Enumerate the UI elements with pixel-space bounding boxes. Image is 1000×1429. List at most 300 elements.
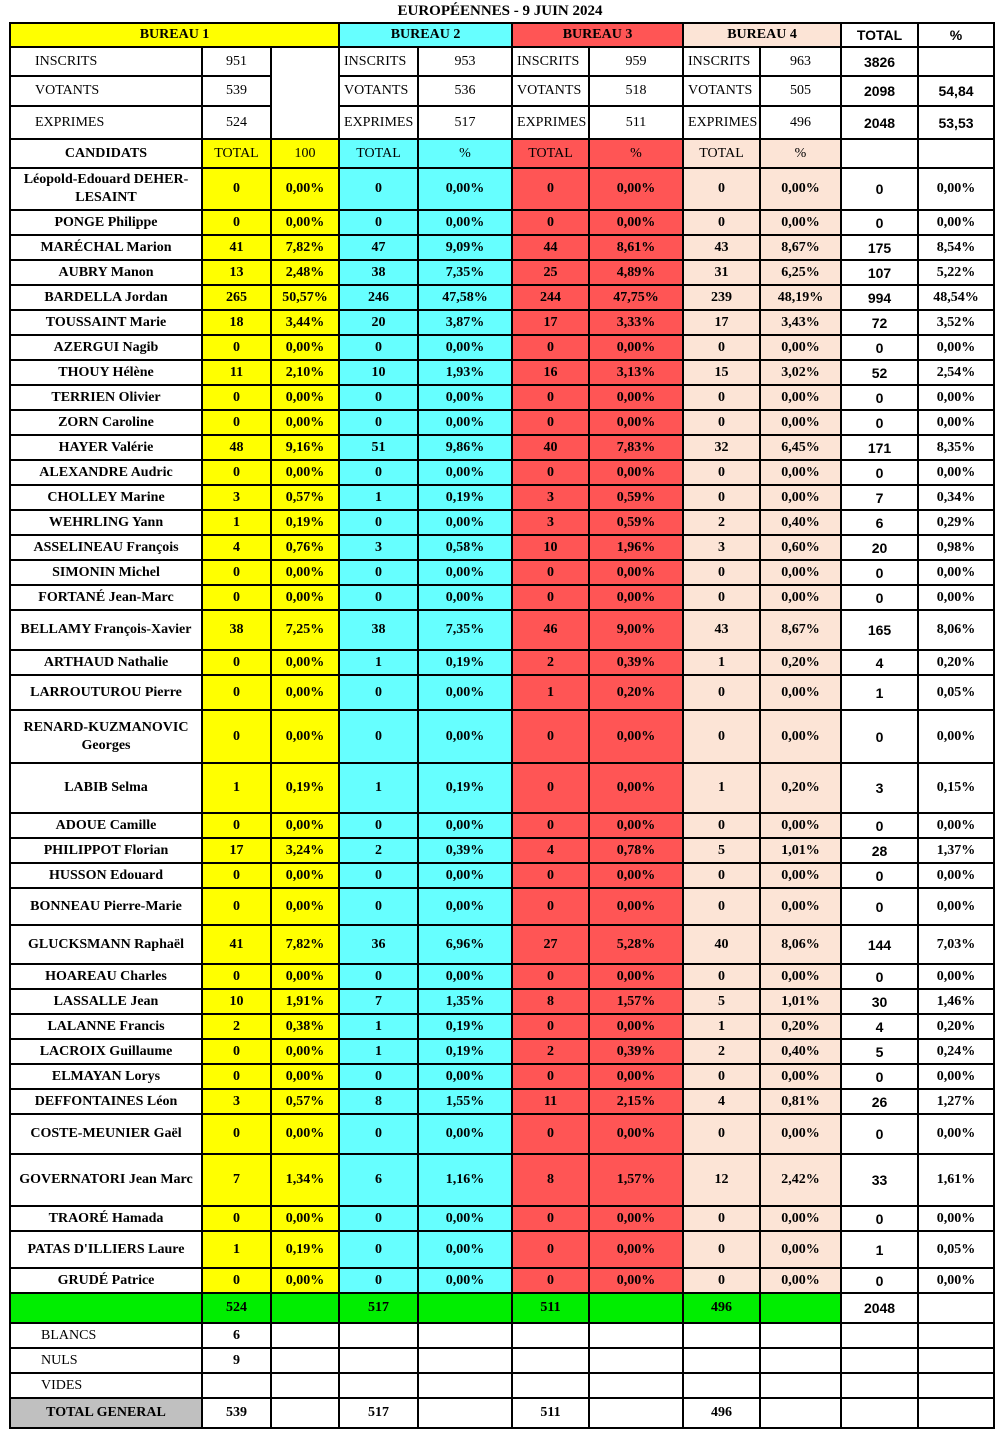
- b2-total: 47: [339, 235, 418, 260]
- overall-pct: 0,20%: [918, 650, 994, 675]
- b1-pct: 0,38%: [271, 1014, 339, 1039]
- b4-total: 40: [683, 925, 760, 964]
- overall-total: 0: [841, 560, 918, 585]
- b3-pct: 1,57%: [589, 989, 683, 1014]
- stat-total: 2098: [841, 76, 918, 106]
- b2-pct: 0,00%: [418, 210, 512, 235]
- b4-pct: 1,01%: [760, 989, 841, 1014]
- overall-total: 144: [841, 925, 918, 964]
- b1-pct: 0,00%: [271, 650, 339, 675]
- overall-pct: 8,35%: [918, 435, 994, 460]
- b2-total: 0: [339, 560, 418, 585]
- b1-pct: 0,00%: [271, 710, 339, 763]
- b1-pct: 2,10%: [271, 360, 339, 385]
- b1-total: 41: [202, 235, 271, 260]
- b2-total: 0: [339, 1114, 418, 1154]
- b1-total: 0: [202, 210, 271, 235]
- overall-pct: 48,54%: [918, 285, 994, 310]
- stat-b2: 517: [418, 106, 512, 139]
- b4-pct: 0,00%: [760, 485, 841, 510]
- b3-total: 17: [512, 310, 589, 335]
- stat-label: EXPRIMES: [512, 106, 589, 139]
- b4-total: 17: [683, 310, 760, 335]
- extra-row: [10, 1348, 994, 1373]
- overall-total: 0: [841, 1206, 918, 1231]
- b4-total: 32: [683, 435, 760, 460]
- b1-total: 2: [202, 1014, 271, 1039]
- candidate-row: [10, 838, 994, 863]
- b4-total: 0: [683, 485, 760, 510]
- b4-pct: 2,42%: [760, 1154, 841, 1206]
- extra-row: [10, 1373, 994, 1398]
- stat-label: VOTANTS: [512, 76, 589, 106]
- candidate-row: [10, 260, 994, 285]
- b2-pct: 0,00%: [418, 710, 512, 763]
- totals-row: [10, 1293, 994, 1323]
- blank-cell: [512, 1373, 589, 1398]
- b1-pct: 3,24%: [271, 838, 339, 863]
- b2-pct: 0,00%: [418, 385, 512, 410]
- blank-cell: [841, 1398, 918, 1428]
- b4-pct-header: %: [760, 139, 841, 168]
- b2-total: 38: [339, 260, 418, 285]
- total-general-b1: 539: [202, 1398, 271, 1428]
- b3-total: 10: [512, 535, 589, 560]
- b4-pct: 0,00%: [760, 168, 841, 210]
- overall-pct: 0,00%: [918, 168, 994, 210]
- blank-cell: [760, 1348, 841, 1373]
- candidate-name: Léopold-Edouard DEHER-LESAINT: [10, 168, 202, 210]
- b4-pct: 0,00%: [760, 710, 841, 763]
- b1-total-header: TOTAL: [202, 139, 271, 168]
- b4-total: 1: [683, 650, 760, 675]
- b4-pct: 0,20%: [760, 650, 841, 675]
- b3-total: 0: [512, 1014, 589, 1039]
- b3-total: 25: [512, 260, 589, 285]
- blank-cell: [271, 1398, 339, 1428]
- blank-cell: [418, 1323, 512, 1348]
- stat-total: 3826: [841, 47, 918, 76]
- candidate-name: HOAREAU Charles: [10, 964, 202, 989]
- candidate-name: WEHRLING Yann: [10, 510, 202, 535]
- candidate-row: [10, 1114, 994, 1154]
- overall-pct: 1,37%: [918, 838, 994, 863]
- b4-total: 0: [683, 385, 760, 410]
- b1-total: 41: [202, 925, 271, 964]
- stat-label: INSCRITS: [512, 47, 589, 76]
- blank-cell: [418, 1348, 512, 1373]
- overall-total: 0: [841, 585, 918, 610]
- stat-label: INSCRITS: [339, 47, 418, 76]
- b4-pct: 0,00%: [760, 813, 841, 838]
- b4-total: 0: [683, 410, 760, 435]
- candidate-row: [10, 435, 994, 460]
- b3-pct: 0,20%: [589, 675, 683, 710]
- overall-pct: 0,05%: [918, 675, 994, 710]
- b1-total: 1: [202, 1231, 271, 1268]
- b3-total: 44: [512, 235, 589, 260]
- b3-pct: 0,00%: [589, 710, 683, 763]
- total-header: TOTAL: [841, 23, 918, 47]
- b4-pct: 0,40%: [760, 1039, 841, 1064]
- overall-total: 5: [841, 1039, 918, 1064]
- b3-pct: 7,83%: [589, 435, 683, 460]
- b3-total: 0: [512, 763, 589, 813]
- b4-total: 0: [683, 210, 760, 235]
- b2-pct: 0,00%: [418, 888, 512, 925]
- b2-total: 1: [339, 1039, 418, 1064]
- b2-pct: 0,00%: [418, 1268, 512, 1293]
- stat-label: VOTANTS: [683, 76, 760, 106]
- b3-pct: 3,33%: [589, 310, 683, 335]
- b4-total: 43: [683, 235, 760, 260]
- b3-total: 11: [512, 1089, 589, 1114]
- b2-total: 8: [339, 1089, 418, 1114]
- b1-pct: 0,00%: [271, 560, 339, 585]
- b1-total: 0: [202, 410, 271, 435]
- b4-pct: 6,25%: [760, 260, 841, 285]
- blank-cell: [760, 1398, 841, 1428]
- overall-total: 7: [841, 485, 918, 510]
- b4-total: 0: [683, 863, 760, 888]
- percent-header: %: [918, 23, 994, 47]
- stat-label: INSCRITS: [683, 47, 760, 76]
- b2-total: 20: [339, 310, 418, 335]
- b1-pct: 2,48%: [271, 260, 339, 285]
- b2-total: 0: [339, 210, 418, 235]
- b3-total: 8: [512, 989, 589, 1014]
- stat-total: 2048: [841, 106, 918, 139]
- candidate-name: AUBRY Manon: [10, 260, 202, 285]
- b2-pct: 3,87%: [418, 310, 512, 335]
- b2-pct: 1,35%: [418, 989, 512, 1014]
- b2-total: 0: [339, 863, 418, 888]
- b4-total: 0: [683, 1206, 760, 1231]
- blank-cell: [918, 139, 994, 168]
- candidate-row: [10, 485, 994, 510]
- b2-total: 0: [339, 1268, 418, 1293]
- candidate-row: [10, 535, 994, 560]
- b4-total: 239: [683, 285, 760, 310]
- candidate-name: GLUCKSMANN Raphaël: [10, 925, 202, 964]
- overall-pct: 0,00%: [918, 863, 994, 888]
- b4-total: 0: [683, 1114, 760, 1154]
- overall-total: 171: [841, 435, 918, 460]
- b3-total: 0: [512, 888, 589, 925]
- b2-pct: 0,00%: [418, 585, 512, 610]
- b4-total: 0: [683, 560, 760, 585]
- overall-pct: 0,00%: [918, 1268, 994, 1293]
- b3-pct: 0,00%: [589, 1114, 683, 1154]
- overall-pct: 0,00%: [918, 1206, 994, 1231]
- blank-cell: [918, 1293, 994, 1323]
- overall-pct: 2,54%: [918, 360, 994, 385]
- b3-pct: 0,59%: [589, 510, 683, 535]
- candidate-row: [10, 168, 994, 210]
- blank-cell: [271, 1348, 339, 1373]
- b2-total: 0: [339, 410, 418, 435]
- candidate-name: ADOUE Camille: [10, 813, 202, 838]
- b3-total: 0: [512, 863, 589, 888]
- blank-cell: [339, 1373, 418, 1398]
- b4-pct: 0,00%: [760, 385, 841, 410]
- b2-pct: 0,00%: [418, 1231, 512, 1268]
- candidate-row: [10, 385, 994, 410]
- b3-total-header: TOTAL: [512, 139, 589, 168]
- b4-pct: 0,81%: [760, 1089, 841, 1114]
- b2-pct: 0,00%: [418, 1064, 512, 1089]
- extra-b1: 6: [202, 1323, 271, 1348]
- overall-pct: 1,27%: [918, 1089, 994, 1114]
- b2-total: 0: [339, 888, 418, 925]
- b1-pct: 0,19%: [271, 510, 339, 535]
- b1-total: 3: [202, 485, 271, 510]
- b3-pct: 0,00%: [589, 763, 683, 813]
- b2-total-header: TOTAL: [339, 139, 418, 168]
- b4-pct: 0,00%: [760, 585, 841, 610]
- b3-pct: 4,89%: [589, 260, 683, 285]
- b1-pct: 0,00%: [271, 863, 339, 888]
- overall-total: 1: [841, 675, 918, 710]
- candidate-name: LACROIX Guillaume: [10, 1039, 202, 1064]
- bureau2-header: BUREAU 2: [339, 23, 512, 47]
- candidate-row: [10, 989, 994, 1014]
- blank-cell: [841, 1323, 918, 1348]
- b2-total: 0: [339, 964, 418, 989]
- b2-pct: 7,35%: [418, 610, 512, 650]
- stat-pct: 54,84: [918, 76, 994, 106]
- b4-pct: 0,00%: [760, 675, 841, 710]
- overall-pct: 0,00%: [918, 813, 994, 838]
- candidate-name: HAYER Valérie: [10, 435, 202, 460]
- stat-b2: 536: [418, 76, 512, 106]
- overall-pct: 0,29%: [918, 510, 994, 535]
- b4-total: 5: [683, 989, 760, 1014]
- overall-total: 0: [841, 210, 918, 235]
- results-table: [9, 22, 995, 1429]
- blank-cell: [339, 1323, 418, 1348]
- candidate-name: BELLAMY François-Xavier: [10, 610, 202, 650]
- b3-total: 4: [512, 838, 589, 863]
- candidate-name: ELMAYAN Lorys: [10, 1064, 202, 1089]
- b1-total: 1: [202, 763, 271, 813]
- b2-total: 0: [339, 335, 418, 360]
- extra-label: VIDES: [10, 1373, 202, 1398]
- b1-pct: 0,00%: [271, 410, 339, 435]
- candidate-row: [10, 1231, 994, 1268]
- b4-pct: 0,00%: [760, 210, 841, 235]
- page-title: EUROPÉENNES - 9 JUIN 2024: [397, 3, 603, 19]
- candidate-row: [10, 650, 994, 675]
- candidate-row: [10, 1268, 994, 1293]
- b1-pct: 7,82%: [271, 925, 339, 964]
- b2-total: 0: [339, 1231, 418, 1268]
- candidate-name: MARÉCHAL Marion: [10, 235, 202, 260]
- b2-pct: 0,00%: [418, 560, 512, 585]
- b4-pct: 6,45%: [760, 435, 841, 460]
- b4-pct: 0,00%: [760, 460, 841, 485]
- b1-total: 0: [202, 1064, 271, 1089]
- b3-total: 8: [512, 1154, 589, 1206]
- b2-total: 1: [339, 650, 418, 675]
- b1-pct: 7,82%: [271, 235, 339, 260]
- b1-total: 0: [202, 168, 271, 210]
- b4-total: 2: [683, 510, 760, 535]
- candidate-name: LARROUTUROU Pierre: [10, 675, 202, 710]
- b4-total: 0: [683, 813, 760, 838]
- b1-total: 48: [202, 435, 271, 460]
- column-header-row: [10, 139, 994, 168]
- overall-pct: 0,00%: [918, 560, 994, 585]
- b2-total: 10: [339, 360, 418, 385]
- b1-pct: 0,57%: [271, 485, 339, 510]
- overall-total: 28: [841, 838, 918, 863]
- blank-cell: [683, 1323, 760, 1348]
- b1-pct: 7,25%: [271, 610, 339, 650]
- b4-total: 15: [683, 360, 760, 385]
- b3-total: 0: [512, 210, 589, 235]
- b4-pct: 3,02%: [760, 360, 841, 385]
- b3-total: 2: [512, 1039, 589, 1064]
- overall-total: 0: [841, 335, 918, 360]
- b1-pct: 0,00%: [271, 1064, 339, 1089]
- totals-b2: 517: [339, 1293, 418, 1323]
- candidate-name: DEFFONTAINES Léon: [10, 1089, 202, 1114]
- blank-cell: [418, 1293, 512, 1323]
- stat-b3: 959: [589, 47, 683, 76]
- stats-row: [10, 47, 994, 76]
- b4-total: 12: [683, 1154, 760, 1206]
- overall-total: 33: [841, 1154, 918, 1206]
- b3-pct: 0,78%: [589, 838, 683, 863]
- b3-pct-header: %: [589, 139, 683, 168]
- overall-pct: 0,00%: [918, 410, 994, 435]
- b2-pct: 0,19%: [418, 763, 512, 813]
- blank-cell: [760, 1373, 841, 1398]
- b3-pct: 1,96%: [589, 535, 683, 560]
- candidate-name: THOUY Hélène: [10, 360, 202, 385]
- blank-cell: [918, 1373, 994, 1398]
- candidate-row: [10, 610, 994, 650]
- candidate-row: [10, 1014, 994, 1039]
- b1-total: 0: [202, 863, 271, 888]
- overall-total: 0: [841, 710, 918, 763]
- bureau4-header: BUREAU 4: [683, 23, 841, 47]
- b3-pct: 0,00%: [589, 210, 683, 235]
- bureau3-header: BUREAU 3: [512, 23, 683, 47]
- b2-pct: 0,00%: [418, 964, 512, 989]
- b2-total: 1: [339, 1014, 418, 1039]
- candidate-name: GRUDÉ Patrice: [10, 1268, 202, 1293]
- overall-total: 165: [841, 610, 918, 650]
- b3-total: 16: [512, 360, 589, 385]
- b1-total: 0: [202, 888, 271, 925]
- candidate-row: [10, 675, 994, 710]
- b2-pct: 0,00%: [418, 863, 512, 888]
- b4-pct: 0,00%: [760, 410, 841, 435]
- b3-pct: 0,00%: [589, 410, 683, 435]
- b3-total: 244: [512, 285, 589, 310]
- stat-pct: [918, 47, 994, 76]
- b1-total: 0: [202, 585, 271, 610]
- b3-pct: 3,13%: [589, 360, 683, 385]
- b2-total: 0: [339, 460, 418, 485]
- b2-pct: 9,09%: [418, 235, 512, 260]
- b1-total: 7: [202, 1154, 271, 1206]
- b4-total: 4: [683, 1089, 760, 1114]
- b4-pct: 0,00%: [760, 863, 841, 888]
- b4-pct: 0,00%: [760, 560, 841, 585]
- b4-total: 0: [683, 585, 760, 610]
- b1-pct: 1,91%: [271, 989, 339, 1014]
- b4-total: 0: [683, 1268, 760, 1293]
- candidate-name: TOUSSAINT Marie: [10, 310, 202, 335]
- candidate-row: [10, 813, 994, 838]
- candidate-name: HUSSON Edouard: [10, 863, 202, 888]
- b4-total: 0: [683, 888, 760, 925]
- candidate-name: TRAORÉ Hamada: [10, 1206, 202, 1231]
- blank-cell: [512, 1348, 589, 1373]
- b2-pct: 0,58%: [418, 535, 512, 560]
- b4-pct: 0,40%: [760, 510, 841, 535]
- b1-total: 13: [202, 260, 271, 285]
- overall-pct: 0,98%: [918, 535, 994, 560]
- b1-total: 0: [202, 1268, 271, 1293]
- overall-total: 26: [841, 1089, 918, 1114]
- candidate-name: GOVERNATORI Jean Marc: [10, 1154, 202, 1206]
- b4-pct: 1,01%: [760, 838, 841, 863]
- b3-pct: 5,28%: [589, 925, 683, 964]
- b1-total: 0: [202, 1114, 271, 1154]
- b1-pct: 0,00%: [271, 168, 339, 210]
- overall-pct: 3,52%: [918, 310, 994, 335]
- blank-cell: [589, 1348, 683, 1373]
- stat-label: EXPRIMES: [10, 106, 202, 139]
- totals-b4: 496: [683, 1293, 760, 1323]
- b4-pct: 0,20%: [760, 1014, 841, 1039]
- candidate-name: RENARD-KUZMANOVIC Georges: [10, 710, 202, 763]
- b2-pct: 47,58%: [418, 285, 512, 310]
- b1-total: 265: [202, 285, 271, 310]
- b4-pct: 8,67%: [760, 610, 841, 650]
- b2-pct: 0,00%: [418, 1114, 512, 1154]
- blank-cell: [589, 1373, 683, 1398]
- b2-pct: 0,19%: [418, 650, 512, 675]
- candidate-name: FORTANÉ Jean-Marc: [10, 585, 202, 610]
- overall-pct: 0,00%: [918, 385, 994, 410]
- b3-total: 0: [512, 168, 589, 210]
- b3-total: 0: [512, 813, 589, 838]
- overall-pct: 0,00%: [918, 585, 994, 610]
- b1-total: 0: [202, 1039, 271, 1064]
- b2-pct: 0,00%: [418, 168, 512, 210]
- overall-pct: 0,00%: [918, 210, 994, 235]
- blank-cell: [760, 1323, 841, 1348]
- candidate-row: [10, 585, 994, 610]
- overall-total: 0: [841, 888, 918, 925]
- b4-pct: 0,00%: [760, 964, 841, 989]
- b2-pct: 0,00%: [418, 675, 512, 710]
- overall-pct: 0,15%: [918, 763, 994, 813]
- b1-pct: 0,00%: [271, 888, 339, 925]
- b4-total: 31: [683, 260, 760, 285]
- b4-pct: 0,00%: [760, 1231, 841, 1268]
- b2-total: 38: [339, 610, 418, 650]
- candidate-name: LABIB Selma: [10, 763, 202, 813]
- stat-pct: 53,53: [918, 106, 994, 139]
- totals-b3: 511: [512, 1293, 589, 1323]
- b1-pct: 50,57%: [271, 285, 339, 310]
